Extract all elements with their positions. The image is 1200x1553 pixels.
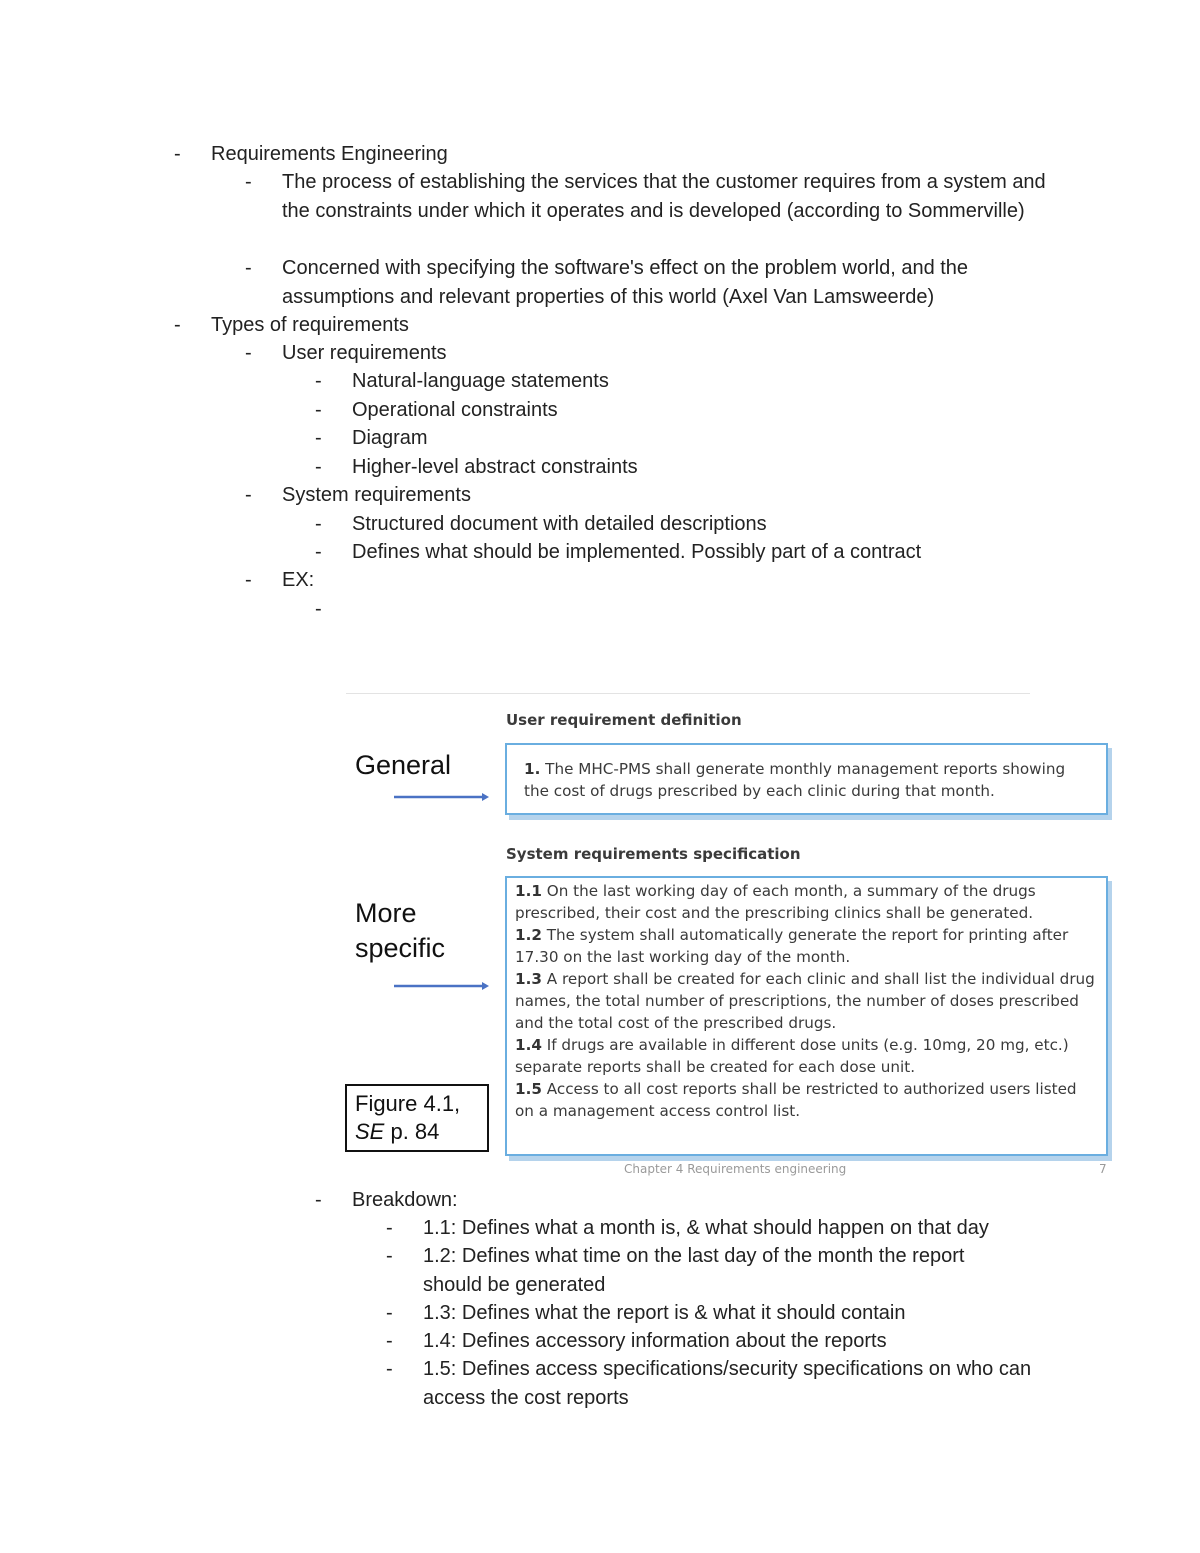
bullet-dash: -: [245, 569, 252, 591]
bullet-dash: -: [315, 456, 322, 478]
chapter-footer: Chapter 4 Requirements engineering: [624, 1162, 847, 1176]
list-item-text: Structured document with detailed descriptions: [352, 513, 767, 535]
figure-caption: [345, 1084, 489, 1152]
bullet-dash: -: [315, 370, 322, 392]
right-arrow-icon: [392, 790, 492, 804]
general-label: General: [355, 750, 452, 780]
requirement-number: 1.1: [515, 882, 542, 900]
list-item-text: Breakdown:: [352, 1189, 458, 1211]
user-requirement-heading: User requirement definition: [506, 711, 742, 729]
requirement-text: A report shall be created for each clinic and shall list the individual drug names, the total number of prescriptions, the number of doses prescribed and the total cost of the prescribed drugs.: [515, 970, 1095, 1032]
list-item-text: Operational constraints: [352, 399, 558, 421]
list-item: [245, 566, 1072, 595]
list-item: [315, 1186, 1052, 1215]
list-item: [315, 396, 1052, 425]
figure-divider: [346, 693, 1030, 694]
list-item-text: System requirements: [282, 484, 471, 506]
list-item-text: User requirements: [282, 342, 447, 364]
bullet-dash: -: [315, 541, 322, 563]
list-item: [245, 481, 1072, 510]
list-item-text: Diagram: [352, 427, 428, 449]
requirement-number: 1.3: [515, 970, 542, 988]
bullet-dash: -: [315, 427, 322, 449]
list-item: [386, 1327, 1063, 1356]
system-requirement: [515, 1078, 1096, 1122]
bullet-dash: -: [315, 513, 322, 535]
list-item: [315, 367, 1052, 396]
list-item-text: Concerned with specifying the software's effect on the problem world, and the assumptions and relevant properties of this world (Axel Van Lamsweerde): [282, 257, 969, 308]
list-item: [174, 140, 1111, 169]
list-item-text: 1.3: Defines what the report is & what it should contain: [423, 1302, 906, 1324]
bullet-dash: -: [174, 314, 181, 336]
list-item-text: Types of requirements: [211, 314, 409, 336]
list-item: [245, 339, 1072, 368]
list-item-text: 1.1: Defines what a month is, & what should happen on that day: [423, 1217, 989, 1239]
requirement-text: The system shall automatically generate the report for printing after 17.30 on the last working day of the month.: [515, 926, 1069, 966]
list-item-text: 1.5: Defines access specifications/security specifications on who can access the cost reports: [423, 1358, 1032, 1409]
list-item-text: Natural-language statements: [352, 370, 609, 392]
requirement-number: 1.: [524, 760, 541, 778]
list-item: [315, 453, 1052, 482]
list-item: [386, 1299, 1063, 1328]
system-requirements-heading: System requirements specification: [506, 845, 801, 863]
right-arrow-icon: [392, 979, 492, 993]
bullet-dash: -: [386, 1358, 393, 1380]
bullet-dash: -: [315, 598, 322, 620]
list-item-text: The process of establishing the services that the customer requires from a system and the constraints under which it operates and is developed (according to Sommerville): [282, 171, 1046, 222]
list-item-text: Defines what should be implemented. Possibly part of a contract: [352, 541, 922, 563]
list-item-text: Requirements Engineering: [211, 143, 448, 165]
caption-se: SE: [355, 1119, 385, 1144]
bullet-dash: -: [386, 1217, 393, 1239]
bullet-dash: -: [386, 1302, 393, 1324]
requirement-number: 1.4: [515, 1036, 542, 1054]
page-number-footer: 7: [1099, 1162, 1107, 1176]
system-requirement: [515, 880, 1096, 924]
list-item: [386, 1214, 1063, 1243]
bullet-dash: -: [245, 257, 252, 279]
requirement-text: If drugs are available in different dose units (e.g. 10mg, 20 mg, etc.) separate reports shall be created for each dose unit.: [515, 1036, 1069, 1076]
bullet-dash: -: [315, 399, 322, 421]
list-item-text: 1.2: Defines what time on the last day of the month the report should be generated: [423, 1245, 965, 1296]
system-requirement: [515, 968, 1096, 1034]
list-item: [315, 424, 1052, 453]
requirement-number: 1.5: [515, 1080, 542, 1098]
requirement-number: 1.2: [515, 926, 542, 944]
requirement-text: Access to all cost reports shall be restricted to authorized users listed on a management access control list.: [515, 1080, 1077, 1120]
bullet-dash: -: [315, 1189, 322, 1211]
specific-label-line2: specific: [355, 933, 446, 963]
caption-line1: Figure 4.1,: [355, 1091, 461, 1116]
system-requirement: [515, 1034, 1096, 1078]
bullet-dash: -: [386, 1330, 393, 1352]
list-item-text: Higher-level abstract constraints: [352, 456, 638, 478]
list-item: [245, 168, 1072, 225]
bullet-dash: -: [245, 484, 252, 506]
caption-line2: [355, 1118, 487, 1146]
list-item: [245, 254, 1072, 311]
list-item-text: 1.4: Defines accessory information about the reports: [423, 1330, 887, 1352]
specific-label-line1: More: [355, 898, 417, 928]
caption-page: p. 84: [384, 1119, 440, 1144]
user-requirement-box: [505, 743, 1108, 815]
user-requirement-text: The MHC-PMS shall generate monthly management reports showing the cost of drugs prescribed by each clinic during that month.: [524, 760, 1066, 800]
bullet-dash: -: [174, 143, 181, 165]
list-item: [174, 311, 1111, 340]
list-item: [386, 1355, 1048, 1412]
list-item-text: EX:: [282, 569, 315, 591]
bullet-dash: -: [386, 1245, 393, 1267]
system-requirement: [515, 924, 1096, 968]
system-requirements-box: [505, 876, 1108, 1156]
requirement-text: On the last working day of each month, a summary of the drugs prescribed, their cost and the prescribing clinics shall be generated.: [515, 882, 1036, 922]
list-item: [315, 510, 1052, 539]
requirements-figure: [340, 688, 1130, 1188]
bullet-dash: -: [245, 171, 252, 193]
list-item: [315, 538, 1052, 567]
bullet-dash: -: [245, 342, 252, 364]
list-item: [386, 1242, 1023, 1299]
